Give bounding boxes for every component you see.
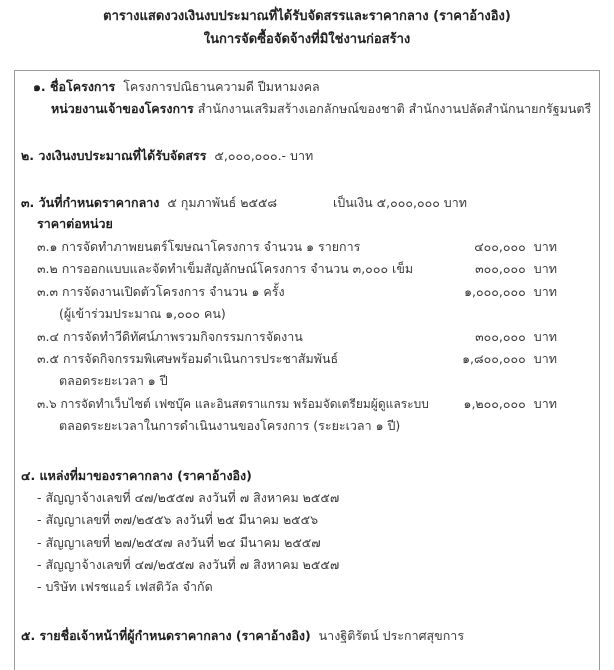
amount-value: ๓๐๐,๐๐๐	[475, 329, 526, 344]
document-title-line-1: ตารางแสดงวงเงินงบประมาณที่ได้รับจัดสรรและราคากลาง (ราคาอ้างอิง)	[103, 9, 511, 24]
section-5-label: ๕. รายชื่อเจ้าหน้าที่ผู้กำหนดราคากลาง (ราคาอ้างอิง)	[21, 628, 311, 643]
section-3-date	[21, 194, 277, 212]
source-item: - สัญญาจ้างเลขที่ ๔๗/๒๕๕๗ ลงวันที่ ๗ สิงหาคม ๒๕๕๗	[37, 490, 340, 505]
price-item-3-4-amount	[475, 328, 557, 346]
price-item-3-5-cont: ตลอดระยะเวลา ๑ ปี	[59, 373, 168, 388]
section-4-label: ๔. แหล่งที่มาของราคากลาง (ราคาอ้างอิง)	[21, 468, 252, 483]
amount-value: ๔๐๐,๐๐๐	[474, 239, 526, 254]
amount-value: ๑,๐๐๐,๐๐๐	[464, 284, 526, 299]
section-3-label: ๓. วันที่กำหนดราคากลาง	[21, 195, 160, 210]
amount-unit: บาท	[533, 329, 557, 344]
amount-unit: บาท	[533, 351, 557, 366]
price-item-3-4: ๓.๔ การจัดทำวีดิทัศน์ภาพรวมกิจกรรมการจัดงาน	[37, 329, 303, 344]
section-3-unit-price-label: ราคาต่อหน่วย	[37, 216, 113, 231]
amount-unit: บาท	[533, 396, 557, 411]
amount-unit: บาท	[533, 261, 557, 276]
section-5-value: นางฐิติรัตน์ ประกาศสุขการ	[318, 628, 465, 643]
amount-unit: บาท	[533, 239, 557, 254]
section-1-label: ๑. ชื่อโครงการ	[33, 79, 116, 94]
document-title-line-2: ในการจัดซื้อจัดจ้างที่มิใช่งานก่อสร้าง	[203, 32, 411, 47]
price-item-3-3-amount	[464, 283, 557, 301]
amount-value: ๑,๘๐๐,๐๐๐	[462, 351, 526, 366]
price-item-3-3: ๓.๓ การจัดงานเปิดตัวโครงการ จำนวน ๑ ครั้ง	[37, 284, 285, 299]
price-item-3-3-cont: (ผู้เข้าร่วมประมาณ ๑,๐๐๐ คน)	[59, 306, 226, 321]
price-item-3-1: ๓.๑ การจัดทำภาพยนตร์โฆษณาโครงการ จำนวน ๑ รายการ	[37, 239, 361, 254]
price-item-3-1-amount	[474, 238, 557, 256]
section-1-owner-value: สำนักงานเสริมสร้างเอกลักษณ์ของชาติ สำนักงานปลัดสำนักนายกรัฐมนตรี	[197, 101, 592, 116]
source-item: - บริษัท เฟรชแอร์ เฟสติวัล จำกัด	[37, 579, 213, 594]
price-item-3-6-cont: ตลอดระยะเวลาในการดำเนินงานของโครงการ (ระยะเวลา ๑ ปี)	[59, 418, 401, 433]
section-5-officer	[21, 627, 464, 645]
section-2-label: ๒. วงเงินงบประมาณที่ได้รับจัดสรร	[21, 148, 207, 163]
amount-value: ๓๐๐,๐๐๐	[475, 261, 526, 276]
price-item-3-5-amount	[462, 350, 557, 368]
section-2-budget	[21, 147, 313, 165]
source-item: - สัญญาจ้างเลขที่ ๔๗/๒๕๕๗ ลงวันที่ ๗ สิงหาคม ๒๕๕๗	[37, 557, 340, 572]
section-1-value: โครงการปณิธานความดี ปีมหามงคล	[123, 79, 320, 94]
price-item-3-5: ๓.๕ การจัดกิจกรรมพิเศษพร้อมดำเนินการประชาสัมพันธ์	[37, 351, 339, 366]
price-item-3-6: ๓.๖ การจัดทำเว็บไซต์ เฟซบุ๊ค และอินสตราแกรม พร้อมจัดเตรียมผู้ดูแลระบบ	[37, 397, 429, 411]
section-3-total: เป็นเงิน ๕,๐๐๐,๐๐๐ บาท	[333, 195, 467, 210]
section-1-project-name	[33, 78, 320, 96]
section-3-date-value: ๕ กุมภาพันธ์ ๒๕๕๘	[167, 195, 278, 210]
source-item: - สัญญาเลขที่ ๓๗/๒๕๕๖ ลงวันที่ ๒๕ มีนาคม ๒๕๕๖	[37, 512, 319, 527]
section-1-owner	[51, 100, 591, 118]
section-1-owner-label: หน่วยงานเจ้าของโครงการ	[51, 101, 194, 116]
price-item-3-2: ๓.๒ การออกแบบและจัดทำเข็มสัญลักษณ์โครงการ จำนวน ๓,๐๐๐ เข็ม	[37, 261, 414, 276]
price-item-3-6-amount	[464, 395, 557, 413]
amount-unit: บาท	[533, 284, 557, 299]
document-table-box	[14, 70, 600, 670]
price-item-3-2-amount	[475, 260, 557, 278]
amount-value: ๑,๒๐๐,๐๐๐	[463, 396, 526, 411]
section-2-value: ๕,๐๐๐,๐๐๐.- บาท	[214, 148, 314, 163]
source-item: - สัญญาเลขที่ ๒๗/๒๕๕๗ ลงวันที่ ๒๔ มีนาคม ๒๕๕๗	[37, 535, 321, 550]
